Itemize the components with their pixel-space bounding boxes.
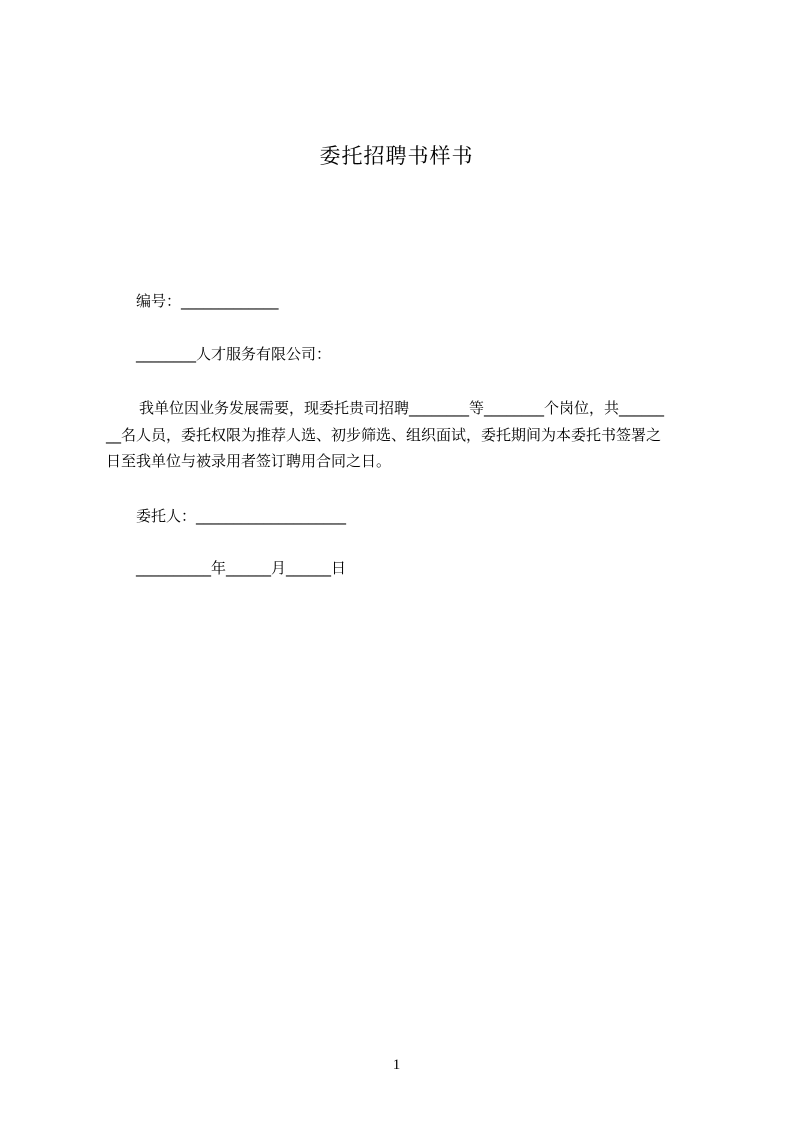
document-title: 委托招聘书样书 <box>319 144 474 168</box>
serial-number-line: 编号：_____________ <box>136 292 279 310</box>
body-line-2: __名人员，委托权限为推荐人选、初步筛选、组织面试，委托期间为本委托书签署之 <box>106 425 662 444</box>
client-signature-line: 委托人：____________________ <box>136 507 347 525</box>
addressee-line: ________人才服务有限公司： <box>136 345 332 363</box>
body-paragraph <box>106 395 702 475</box>
body-line-1: 我单位因业务发展需要，现委托贵司招聘________等________个岗位，共______ <box>139 399 665 417</box>
date-line: __________年______月______日 <box>136 559 347 577</box>
body-line-3: 日至我单位与被录用者签订聘用合同之日。 <box>106 452 392 470</box>
page-number: 1 <box>392 1057 401 1073</box>
